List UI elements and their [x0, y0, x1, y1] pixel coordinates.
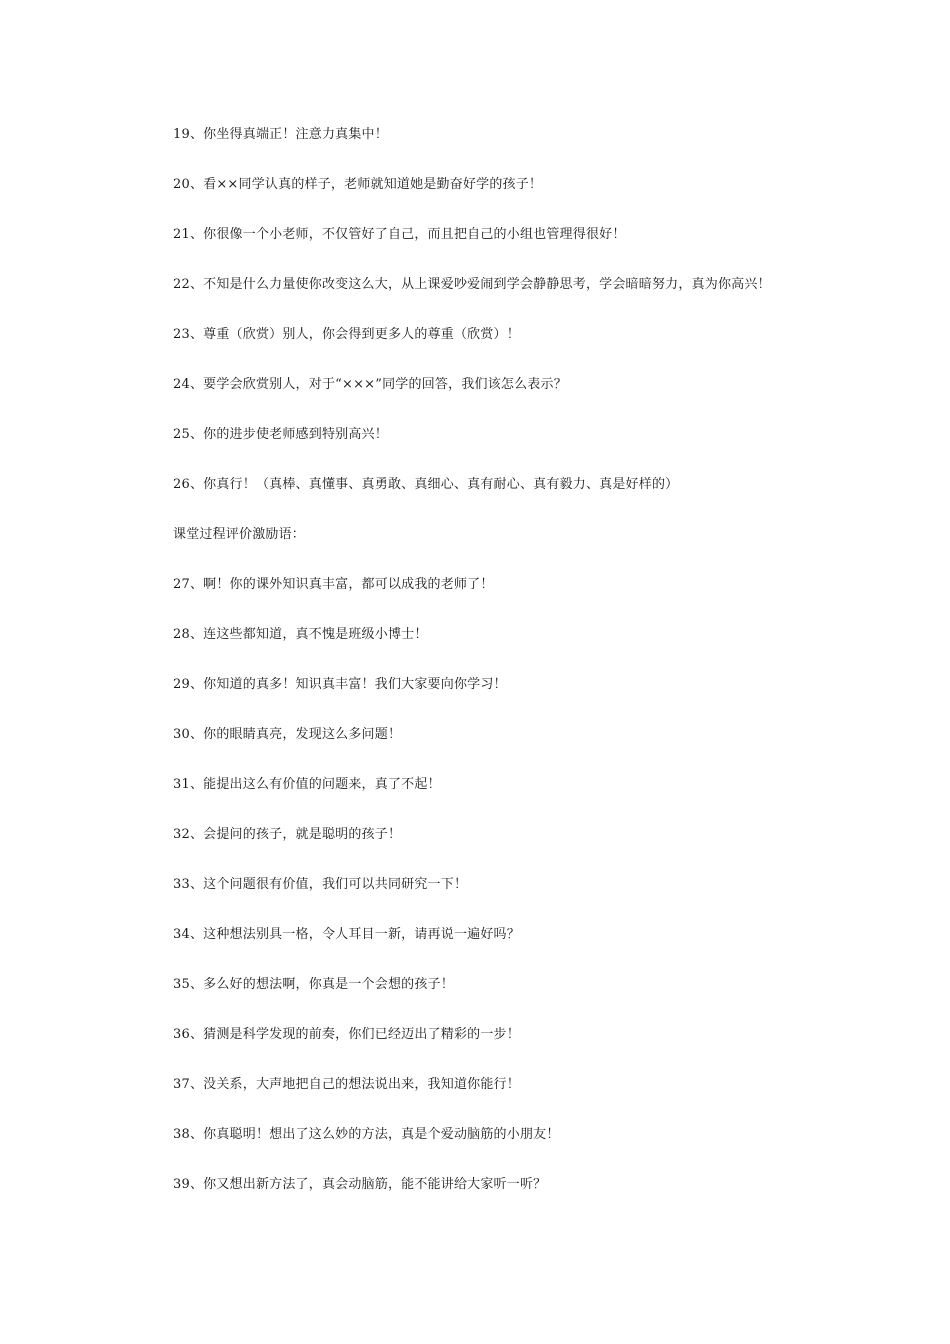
- paragraph-29: 29、你知道的真多！知识真丰富！我们大家要向你学习！: [173, 677, 507, 692]
- paragraph-21: 21、你很像一个小老师，不仅管好了自己，而且把自己的小组也管理得很好！: [173, 227, 626, 242]
- paragraph-25: 25、你的进步使老师感到特别高兴！: [173, 427, 388, 442]
- paragraph-31: 31、能提出这么有价值的问题来，真了不起！: [173, 777, 441, 792]
- paragraph-32: 32、会提问的孩子，就是聪明的孩子！: [173, 827, 402, 842]
- section-heading: 课堂过程评价激励语：: [173, 527, 306, 542]
- paragraph-22: 22、不知是什么力量使你改变这么大，从上课爱吵爱闹到学会静静思考，学会暗暗努力，真为你高兴！: [173, 277, 771, 292]
- paragraph-24: 24、要学会欣赏别人，对于“×××”同学的回答，我们该怎么表示？: [173, 377, 567, 392]
- paragraph-38: 38、你真聪明！想出了这么妙的方法，真是个爱动脑筋的小朋友！: [173, 1127, 560, 1142]
- paragraph-26: 26、你真行！（真棒、真懂事、真勇敢、真细心、真有耐心、真有毅力、真是好样的）: [173, 477, 679, 492]
- paragraph-33: 33、这个问题很有价值，我们可以共同研究一下！: [173, 877, 468, 892]
- paragraph-39: 39、你又想出新方法了，真会动脑筋，能不能讲给大家听一听？: [173, 1177, 547, 1192]
- paragraph-23: 23、尊重（欣赏）别人，你会得到更多人的尊重（欣赏）！: [173, 327, 520, 342]
- paragraph-36: 36、猜测是科学发现的前奏，你们已经迈出了精彩的一步！: [173, 1027, 520, 1042]
- document-body: [173, 124, 873, 1224]
- paragraph-37: 37、没关系，大声地把自己的想法说出来，我知道你能行！: [173, 1077, 520, 1092]
- paragraph-20: 20、看××同学认真的样子，老师就知道她是勤奋好学的孩子！: [173, 177, 543, 192]
- paragraph-28: 28、连这些都知道，真不愧是班级小博士！: [173, 627, 428, 642]
- paragraph-34: 34、这种想法别具一格，令人耳目一新，请再说一遍好吗？: [173, 927, 520, 942]
- paragraph-27: 27、啊！你的课外知识真丰富，都可以成我的老师了！: [173, 577, 494, 592]
- paragraph-30: 30、你的眼睛真亮，发现这么多问题！: [173, 727, 402, 742]
- paragraph-19: 19、你坐得真端正！注意力真集中！: [173, 127, 388, 142]
- paragraph-35: 35、多么好的想法啊，你真是一个会想的孩子！: [173, 977, 454, 992]
